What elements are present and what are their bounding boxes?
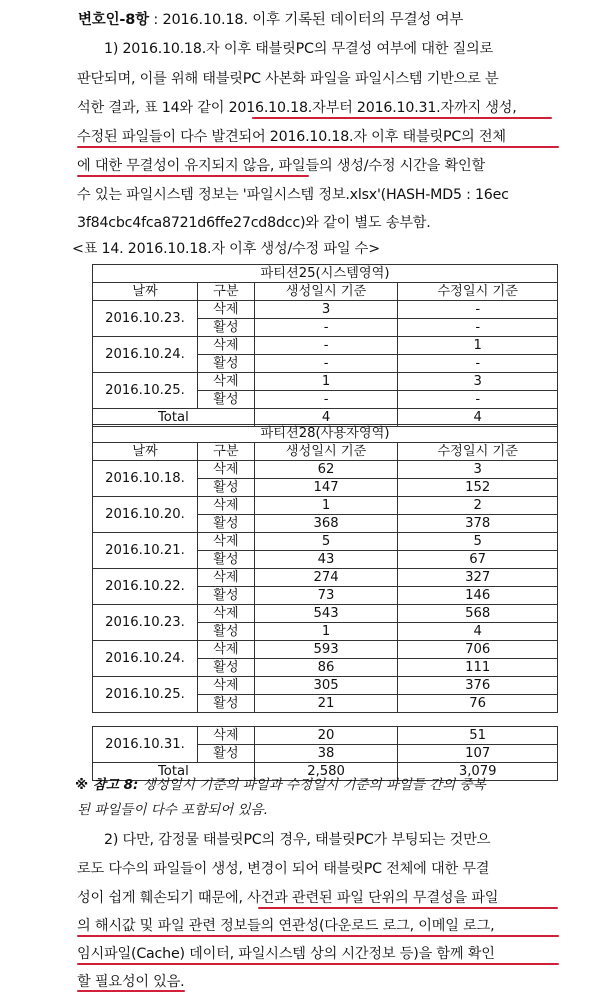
created-cell: 38 (254, 745, 398, 763)
note-label: ※ 참고 8: (75, 777, 139, 793)
modified-cell: 152 (398, 479, 558, 497)
modified-cell: 706 (398, 641, 558, 659)
total-label: Total (93, 763, 255, 781)
date-cell: 2016.10.24. (93, 337, 198, 373)
partition25-table (92, 264, 558, 427)
date-cell: 2016.10.25. (93, 677, 198, 713)
para1-line3-highlight: 2016.10.18.자부터 2016.10.31.자까지 생성, (228, 100, 517, 116)
created-cell: 3 (254, 301, 398, 319)
type-cell: 활성 (197, 391, 254, 409)
note-text: 생성일시 기준의 파일과 수정일시 기준의 파일들 간의 중복 (138, 777, 486, 793)
modified-cell: - (398, 301, 558, 319)
created-cell: 1 (254, 497, 398, 515)
modified-cell: 327 (398, 569, 558, 587)
type-cell: 활성 (197, 551, 254, 569)
type-cell: 삭제 (197, 373, 254, 391)
created-cell: 274 (254, 569, 398, 587)
para2-line3 (77, 887, 498, 907)
red-underline (77, 990, 185, 992)
type-cell: 활성 (197, 745, 254, 763)
date-cell: 2016.10.31. (93, 727, 198, 763)
section-label: 변호인-8항 (78, 12, 149, 28)
created-cell: 1 (254, 373, 398, 391)
type-cell: 삭제 (197, 461, 254, 479)
para1-line5 (77, 155, 485, 175)
type-cell: 활성 (197, 587, 254, 605)
date-cell: 2016.10.20. (93, 497, 198, 533)
modified-cell: 1 (398, 337, 558, 355)
created-cell: 305 (254, 677, 398, 695)
red-underline (77, 175, 309, 177)
modified-cell: 4 (398, 623, 558, 641)
total-modified: 4 (398, 409, 558, 427)
red-underline (77, 935, 559, 937)
para1-line2: 판단되며, 이를 위해 태블릿PC 사본화 파일을 파일시스템 기반으로 분 (77, 71, 499, 87)
created-cell: 593 (254, 641, 398, 659)
modified-cell: 51 (398, 727, 558, 745)
section-header (78, 8, 463, 29)
header-created: 생성일시 기준 (254, 283, 398, 301)
section-title: : 2016.10.18. 이후 기록된 데이터의 무결성 여부 (148, 12, 464, 28)
para2-line3-start: 성이 쉽게 훼손되기 때문에, (77, 890, 248, 906)
date-cell: 2016.10.18. (93, 461, 198, 497)
red-underline (77, 146, 559, 148)
created-cell: - (254, 355, 398, 373)
created-cell: - (254, 337, 398, 355)
para1-line3 (77, 97, 517, 117)
table-caption: <표 14. 2016.10.18.자 이후 생성/수정 파일 수> (72, 241, 380, 257)
para2-line3-highlight: 사건과 관련된 파일 단위의 무결성을 파일 (247, 890, 499, 906)
type-cell: 삭제 (197, 301, 254, 319)
table-gap (93, 713, 558, 727)
partition28-table (92, 424, 558, 781)
note-line2: 된 파일들이 다수 포함되어 있음. (77, 802, 268, 818)
created-cell: - (254, 391, 398, 409)
date-cell: 2016.10.21. (93, 533, 198, 569)
para2-line5: 임시파일(Cache) 데이터, 파일시스템 상의 시간정보 등)을 함께 확인 (77, 946, 495, 962)
red-underline (77, 963, 559, 965)
header-date: 날짜 (93, 443, 198, 461)
modified-cell: 568 (398, 605, 558, 623)
para1-line4: 수정된 파일들이 다수 발견되어 2016.10.18.자 이후 태블릿PC의 전체 (77, 129, 506, 145)
header-modified: 수정일시 기준 (398, 283, 558, 301)
modified-cell: 3 (398, 461, 558, 479)
modified-cell: 107 (398, 745, 558, 763)
para1-line5-end: , 파일들의 생성/수정 시간을 확인할 (269, 158, 486, 174)
created-cell: 368 (254, 515, 398, 533)
created-cell: 86 (254, 659, 398, 677)
modified-cell: 67 (398, 551, 558, 569)
created-cell: 20 (254, 727, 398, 745)
modified-cell: 376 (398, 677, 558, 695)
para1-line3-start: 석한 결과, 표 14와 같이 (77, 100, 229, 116)
date-cell: 2016.10.25. (93, 373, 198, 409)
para2-line4: 의 해시값 및 파일 관련 정보들의 연관성(다운로드 로그, 이메일 로그, (77, 918, 495, 934)
para1-line5-highlight: 에 대한 무결성이 유지되지 않음 (77, 158, 270, 174)
modified-cell: 76 (398, 695, 558, 713)
type-cell: 삭제 (197, 641, 254, 659)
total-created: 4 (254, 409, 398, 427)
type-cell: 삭제 (197, 533, 254, 551)
para2-line6: 할 필요성이 있음. (77, 974, 185, 990)
type-cell: 활성 (197, 695, 254, 713)
red-underline (252, 117, 552, 119)
created-cell: 21 (254, 695, 398, 713)
created-cell: 1 (254, 623, 398, 641)
type-cell: 삭제 (197, 605, 254, 623)
modified-cell: - (398, 391, 558, 409)
total-modified: 3,079 (398, 763, 558, 781)
modified-cell: 5 (398, 533, 558, 551)
created-cell: 73 (254, 587, 398, 605)
type-cell: 활성 (197, 515, 254, 533)
header-date: 날짜 (93, 283, 198, 301)
header-type: 구분 (197, 443, 254, 461)
table-title: 파티션28(사용자영역) (93, 425, 558, 443)
date-cell: 2016.10.22. (93, 569, 198, 605)
date-cell: 2016.10.23. (93, 605, 198, 641)
created-cell: 543 (254, 605, 398, 623)
para1-line1: 1) 2016.10.18.자 이후 태블릿PC의 무결성 여부에 대한 질의로 (104, 41, 494, 57)
type-cell: 삭제 (197, 569, 254, 587)
date-cell: 2016.10.23. (93, 301, 198, 337)
created-cell: - (254, 319, 398, 337)
total-created: 2,580 (254, 763, 398, 781)
modified-cell: 378 (398, 515, 558, 533)
type-cell: 활성 (197, 623, 254, 641)
header-created: 생성일시 기준 (254, 443, 398, 461)
total-label: Total (93, 409, 255, 427)
modified-cell: 3 (398, 373, 558, 391)
type-cell: 활성 (197, 319, 254, 337)
type-cell: 삭제 (197, 727, 254, 745)
modified-cell: 111 (398, 659, 558, 677)
para1-line6: 수 있는 파일시스템 정보는 '파일시스템 정보.xlsx'(HASH-MD5 : 16ec (77, 187, 509, 203)
modified-cell: 146 (398, 587, 558, 605)
type-cell: 활성 (197, 479, 254, 497)
header-modified: 수정일시 기준 (398, 443, 558, 461)
note-line1 (75, 773, 486, 793)
para1-line7: 3f84cbc4fca8721d6ffe27cd8dcc)와 같이 별도 송부함. (77, 215, 431, 231)
modified-cell: - (398, 319, 558, 337)
para2-line1: 2) 다만, 감정물 태블릿PC의 경우, 태블릿PC가 부팅되는 것만으 (104, 832, 491, 848)
modified-cell: 2 (398, 497, 558, 515)
type-cell: 삭제 (197, 677, 254, 695)
type-cell: 활성 (197, 659, 254, 677)
para2-line2: 로도 다수의 파일들이 생성, 변경이 되어 태블릿PC 전체에 대한 무결 (77, 861, 490, 877)
modified-cell: - (398, 355, 558, 373)
type-cell: 삭제 (197, 337, 254, 355)
date-cell: 2016.10.24. (93, 641, 198, 677)
type-cell: 삭제 (197, 497, 254, 515)
red-underline (258, 907, 558, 909)
table-title: 파티션25(시스템영역) (93, 265, 558, 283)
created-cell: 43 (254, 551, 398, 569)
type-cell: 활성 (197, 355, 254, 373)
created-cell: 147 (254, 479, 398, 497)
created-cell: 62 (254, 461, 398, 479)
created-cell: 5 (254, 533, 398, 551)
header-type: 구분 (197, 283, 254, 301)
